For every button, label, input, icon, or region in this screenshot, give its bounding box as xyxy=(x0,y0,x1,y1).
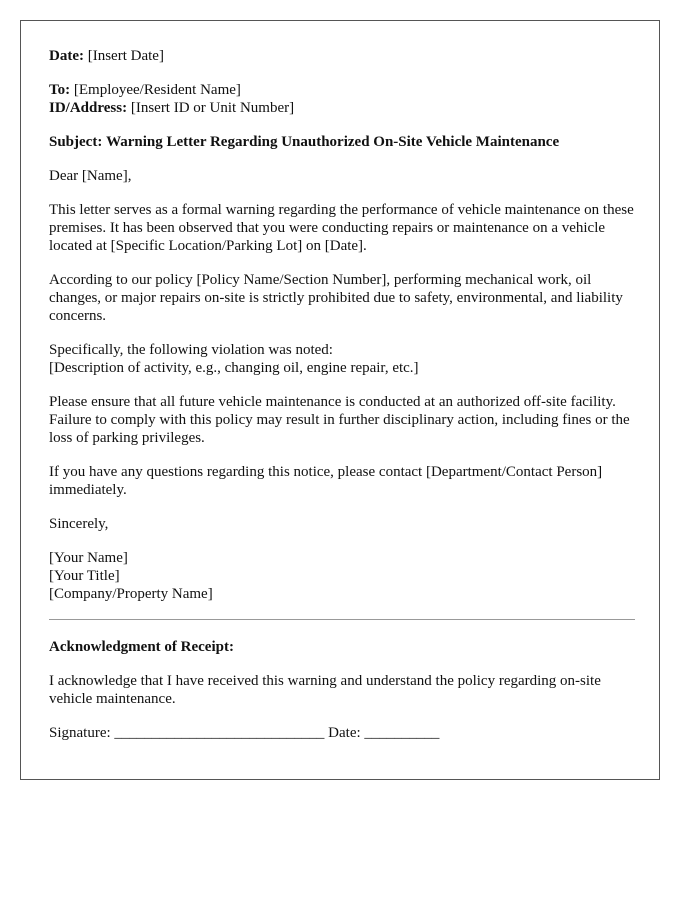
date-value: [Insert Date] xyxy=(87,48,164,64)
to-value: [Employee/Resident Name] xyxy=(73,82,241,98)
acknowledgment-text: I acknowledge that I have received this warning and understand the policy regarding on-site vehicle maintenance. xyxy=(49,673,601,707)
body-paragraph-2: According to our policy [Policy Name/Section Number], performing mechanical work, oil changes, or major repairs on-site is strictly prohibited due to safety, environmental, and liability concerns. xyxy=(49,272,623,324)
section-divider xyxy=(49,619,635,620)
sender-name: [Your Name] xyxy=(49,550,128,566)
acknowledgment-heading-text: Acknowledgment of Receipt: xyxy=(49,639,234,655)
salutation: Dear [Name], xyxy=(49,168,132,184)
recipient-block xyxy=(49,81,635,117)
body-paragraph-1: This letter serves as a formal warning regarding the performance of vehicle maintenance on these premises. It has been observed that you were conducting repairs or maintenance on a vehicle located at [Specific Location/Parking Lot] on [Date]. xyxy=(49,202,634,254)
violation-intro: Specifically, the following violation was noted: xyxy=(49,342,333,358)
body-paragraph-4: Please ensure that all future vehicle maintenance is conducted at an authorized off-site facility. Failure to comply with this policy may result in further disciplinary action, including fines or the loss of parking privileges. xyxy=(49,394,630,446)
acknowledgment-heading xyxy=(49,638,635,656)
date-label: Date: xyxy=(49,48,84,64)
signature-row xyxy=(49,724,635,742)
violation-description: [Description of activity, e.g., changing oil, engine repair, etc.] xyxy=(49,360,419,376)
body-paragraph-3 xyxy=(49,341,635,377)
sender-company: [Company/Property Name] xyxy=(49,586,213,602)
letter-content xyxy=(49,47,635,758)
signature-field[interactable]: ____________________________ xyxy=(114,725,325,741)
ack-date-label: Date: xyxy=(328,725,361,741)
id-line xyxy=(49,99,635,117)
to-label: To: xyxy=(49,82,71,98)
sender-title: [Your Title] xyxy=(49,568,120,584)
to-line xyxy=(49,81,635,99)
id-value: [Insert ID or Unit Number] xyxy=(130,100,295,116)
ack-date-field[interactable]: __________ xyxy=(364,725,440,741)
sign-off: Sincerely, xyxy=(49,516,109,532)
letter-page xyxy=(20,20,660,780)
body-paragraph-5: If you have any questions regarding this notice, please contact [Department/Contact Person] immediately. xyxy=(49,464,603,498)
subject-label: Subject: xyxy=(49,134,103,150)
signature-block xyxy=(49,549,635,603)
signature-label: Signature: xyxy=(49,725,111,741)
subject-line xyxy=(49,133,635,151)
subject-text: Warning Letter Regarding Unauthorized On-Site Vehicle Maintenance xyxy=(106,134,560,150)
date-line xyxy=(49,47,635,65)
id-label: ID/Address: xyxy=(49,100,128,116)
